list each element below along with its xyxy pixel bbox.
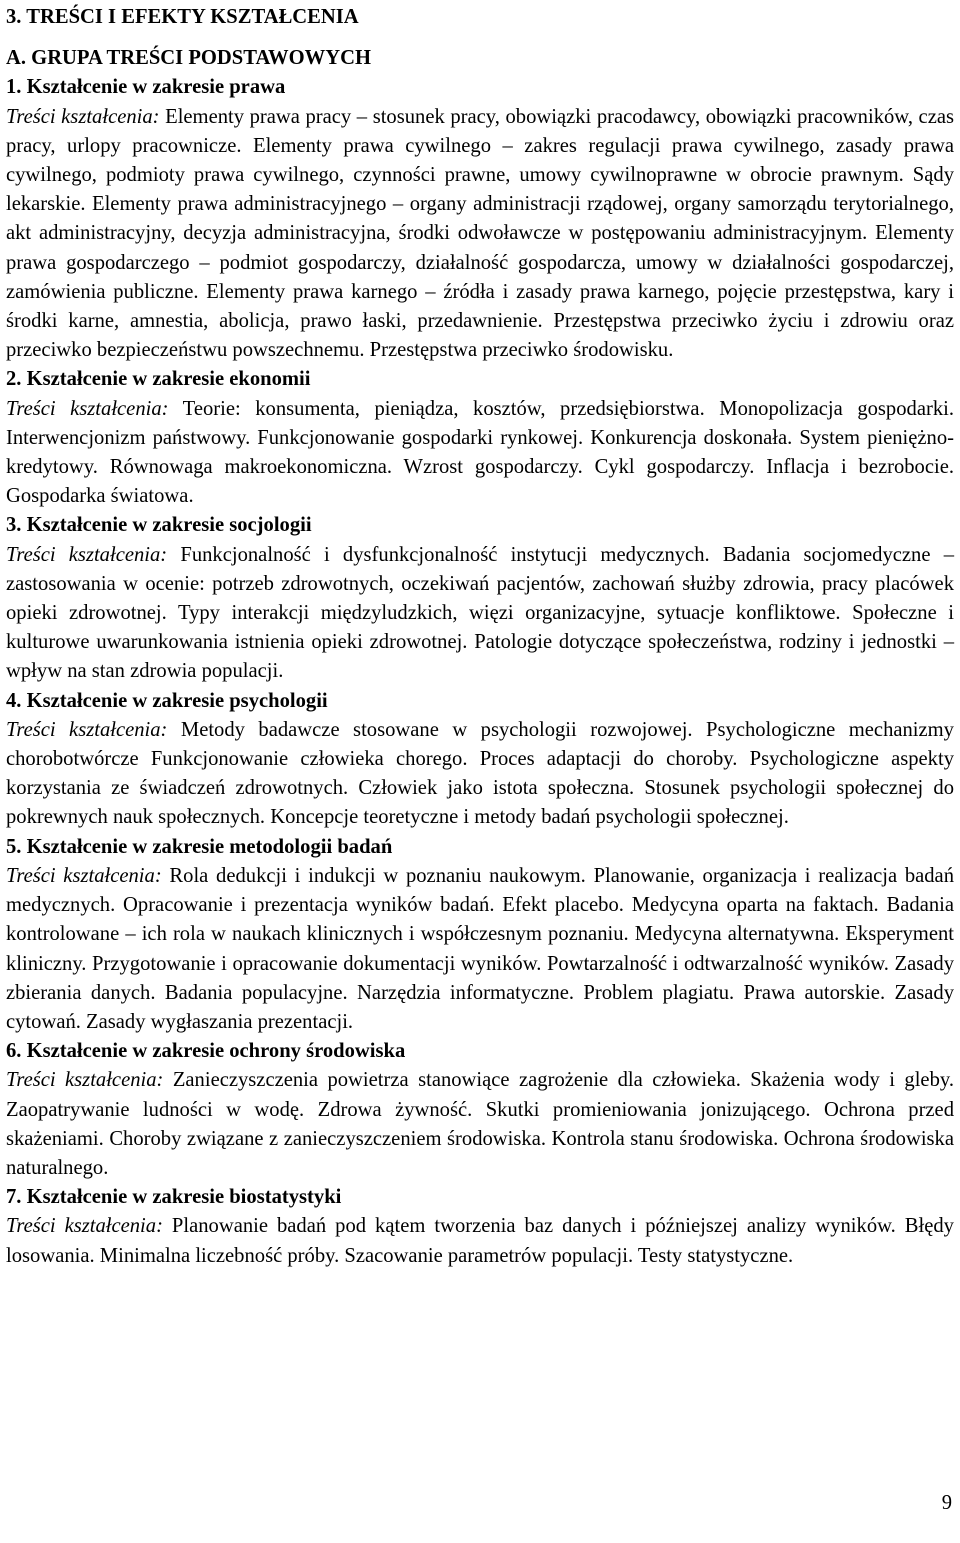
page-number: 9: [941, 1492, 952, 1514]
section-sociology: [6, 511, 954, 686]
section-text: Rola dedukcji i indukcji w poznaniu naukowym. Planowanie, organizacja i realizacja badań medycznych. Opracowanie i prezentacja wyników badań. Efekt placebo. Medycyna oparta na faktach. Badania kontrolowane – ich rola w naukach klinicznych i współczesnym poznaniu. Medycyna alternatywna. Eksperyment kliniczny. Przygotowanie i opracowanie dokumentacji wyników. Powtarzalność i odtwarzalność wyników. Zasady zbierania danych. Badania populacyjne. Narzędzia informatyczne. Problem plagiatu. Prawa autorskie. Zasady cytowań. Zasady wygłaszania prezentacji.: [6, 864, 954, 1033]
section-lead: Treści kształcenia:: [6, 718, 168, 741]
document-page: [6, 3, 954, 1271]
section-text: Planowanie badań pod kątem tworzenia baz danych i późniejszej analizy wyników. Błędy losowania. Minimalna liczebność próby. Szacowanie parametrów populacji. Testy statystyczne.: [6, 1215, 954, 1267]
section-law: [6, 73, 954, 365]
section-heading: 5. Kształcenie w zakresie metodologii badań: [6, 835, 393, 858]
section-lead: Treści kształcenia:: [6, 105, 160, 128]
group-title: A. GRUPA TREŚCI PODSTAWOWYCH: [6, 47, 372, 70]
section-heading: 6. Kształcenie w zakresie ochrony środowiska: [6, 1040, 406, 1063]
section-body: [6, 1066, 954, 1183]
section-psychology: [6, 687, 954, 833]
section-body: [6, 716, 954, 833]
section-body: [6, 395, 954, 512]
section-body: [6, 862, 954, 1037]
section-text: Funkcjonalność i dysfunkcjonalność instytucji medycznych. Badania socjomedyczne – zastosowania w ocenie: potrzeb zdrowotnych, oczekiwań pacjentów, zachowań służby zdrowia, pracy placówek opieki zdrowotnej. Typy interakcji międzyludzkich, więzi organizacyjne, sytuacje konfliktowe. Społeczne i kulturowe uwarunkowania istnienia opieki zdrowotnej. Patologie dotyczące społeczeństwa, rodziny i jednostki – wpływ na stan zdrowia populacji.: [6, 543, 954, 683]
section-body: [6, 541, 954, 687]
chapter-title: 3. TREŚCI I EFEKTY KSZTAŁCENIA: [6, 6, 359, 28]
section-lead: Treści kształcenia:: [6, 543, 168, 566]
section-economics: [6, 365, 954, 511]
section-text: Metody badawcze stosowane w psychologii rozwojowej. Psychologiczne mechanizmy chorobotwórcze Funkcjonowanie człowieka chorego. Proces adaptacji do choroby. Psychologiczne aspekty korzystania ze świadczeń zdrowotnych. Człowiek jako istota społeczna. Stosunek psychologii społecznej do pokrewnych nauk społecznych. Koncepcje teoretyczne i metody badań psychologii społecznej.: [6, 718, 954, 829]
section-lead: Treści kształcenia:: [6, 864, 162, 887]
section-heading: 2. Kształcenie w zakresie ekonomii: [6, 368, 311, 391]
section-text: Zanieczyszczenia powietrza stanowiące zagrożenie dla człowieka. Skażenia wody i gleby. Zaopatrywanie ludności w wodę. Zdrowa żywność. Skutki promieniowania jonizującego. Ochrona przed skażeniami. Choroby związane z zanieczyszczeniem środowiska. Kontrola stanu środowiska. Ochrona środowiska naturalnego.: [6, 1069, 954, 1179]
section-body: [6, 103, 954, 366]
section-text: Teorie: konsumenta, pieniądza, kosztów, przedsiębiorstwa. Monopolizacja gospodarki. Interwencjonizm państwowy. Funkcjonowanie gospodarki rynkowej. Konkurencja doskonała. System pieniężno-kredytowy. Równowaga makroekonomiczna. Wzrost gospodarczy. Cykl gospodarczy. Inflacja i bezrobocie. Gospodarka światowa.: [6, 397, 954, 508]
section-biostatistics: [6, 1183, 954, 1271]
section-heading: 7. Kształcenie w zakresie biostatystyki: [6, 1186, 342, 1209]
section-text: Elementy prawa pracy – stosunek pracy, obowiązki pracodawcy, obowiązki pracowników, czas pracy, urlopy pracownicze. Elementy prawa cywilnego – zakres regulacji prawa cywilnego, zasady prawa cywilnego, podmioty prawa cywilnego, czynności prawne, umowy cywilnoprawne w obrocie prawnym. Sądy lekarskie. Elementy prawa administracyjnego – organy administracji rządowej, organy samorządu terytorialnego, akt administracyjny, decyzja administracyjna, środki odwoławcze w postępowaniu administracyjnym. Elementy prawa gospodarczego – podmiot gospodarczy, działalność gospodarcza, umowy w działalności gospodarczej, zamówienia publiczne. Elementy prawa karnego – źródła i zasady prawa karnego, pojęcie przestępstwa, kary i środki karne, amnestia, abolicja, prawo łaski, przedawnienie. Przestępstwa przeciwko życiu i zdrowiu oraz przeciwko bezpieczeństwu powszechnemu. Przestępstwa przeciwko środowisku.: [6, 105, 954, 362]
section-heading: 3. Kształcenie w zakresie socjologii: [6, 514, 312, 537]
section-lead: Treści kształcenia:: [6, 397, 169, 420]
section-lead: Treści kształcenia:: [6, 1215, 163, 1238]
section-research-methodology: [6, 833, 954, 1037]
section-lead: Treści kształcenia:: [6, 1069, 164, 1092]
section-heading: 1. Kształcenie w zakresie prawa: [6, 76, 286, 99]
section-environmental-protection: [6, 1037, 954, 1183]
section-body: [6, 1212, 954, 1270]
section-heading: 4. Kształcenie w zakresie psychologii: [6, 689, 328, 712]
